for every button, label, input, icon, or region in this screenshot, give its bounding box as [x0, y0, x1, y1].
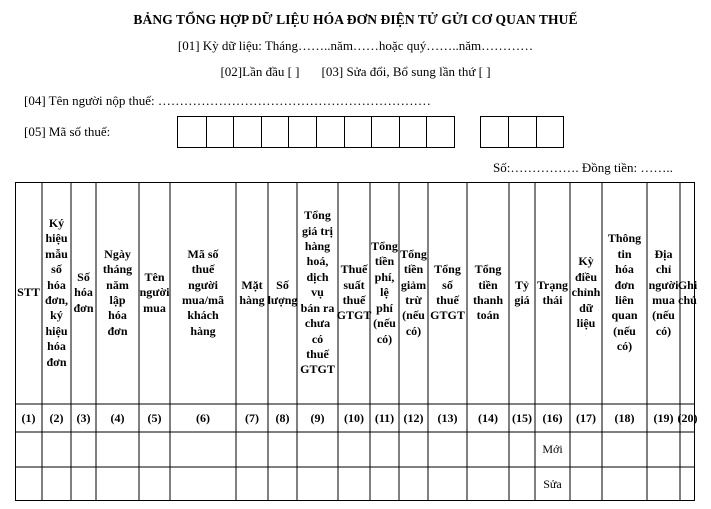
tax-code-box-divider: [233, 117, 234, 147]
tax-code-box-divider: [316, 117, 317, 147]
column-header-label: Thuế suất thuế GTGT: [336, 262, 372, 323]
column-number: (20): [677, 410, 698, 425]
column-header-label: Tổng tiền giảm trừ (nếu có): [400, 246, 427, 338]
column-header-label: STT: [17, 285, 40, 300]
column-number: (7): [245, 410, 259, 425]
column-number: (2): [49, 410, 64, 425]
number-currency-line: Số:……………. Đồng tiền: ……..: [493, 160, 673, 175]
taxpayer-name-line: [04] Tên người nộp thuế: ………………………………………………………: [24, 93, 431, 108]
column-number: (1): [21, 410, 36, 425]
column-header: [139, 182, 170, 404]
column-header: [170, 182, 236, 404]
form-title: BẢNG TỔNG HỢP DỮ LIỆU HÓA ĐƠN ĐIỆN TỬ GỬI CƠ QUAN THUẾ: [133, 12, 578, 27]
tax-code-box-divider: [426, 117, 427, 147]
column-header: [96, 182, 139, 404]
tax-code-box-divider: [261, 117, 262, 147]
column-header: [428, 182, 467, 404]
tax-code-box-divider: [399, 117, 400, 147]
column-header-label: Số lượng: [267, 277, 298, 307]
tax-code-boxes[interactable]: [177, 116, 455, 148]
column-number: (4): [110, 410, 125, 425]
column-header-label: Tỷ giá: [514, 277, 530, 307]
column-header-label: Ghi chú: [677, 277, 698, 307]
tax-code-box-divider: [206, 117, 207, 147]
column-header: [71, 182, 96, 404]
column-header: [297, 182, 338, 404]
column-header-label: Tổng giá trị hàng hoá, dịch vụ bán ra chưa có thuế GTGT: [300, 208, 335, 377]
column-header-label: Tổng tiền phí, lệ phí (nếu có): [371, 239, 398, 346]
column-header: [338, 182, 370, 404]
tax-code-label: [05] Mã số thuế:: [24, 124, 111, 139]
column-number: (8): [275, 410, 290, 425]
submission-type-line: [0, 64, 711, 80]
column-header: [399, 182, 428, 404]
column-number: (10): [344, 410, 364, 425]
column-header: [268, 182, 297, 404]
column-number: (16): [542, 410, 563, 425]
column-number: (9): [310, 410, 325, 425]
column-number: (14): [478, 410, 498, 425]
column-header-label: Mặt hàng: [239, 277, 265, 307]
column-header-label: Trạng thái: [536, 277, 569, 307]
column-header: [602, 182, 647, 404]
column-header-label: Tên người mua: [139, 269, 170, 315]
column-number: (17): [576, 410, 596, 425]
tax-code-box-divider: [344, 117, 345, 147]
tax-code-box-divider: [371, 117, 372, 147]
column-number: (13): [437, 410, 458, 425]
branch-code-boxes[interactable]: [480, 116, 564, 148]
column-header: [236, 182, 268, 404]
tax-code-box-divider: [288, 117, 289, 147]
column-number: (11): [374, 410, 395, 425]
column-number: (5): [147, 410, 162, 425]
column-header: [677, 182, 698, 404]
column-header: [467, 182, 509, 404]
column-header-label: Mã số thuế người mua/mã khách hàng: [182, 246, 224, 338]
column-header-label: Tổng số thuế GTGT: [430, 262, 465, 323]
column-number: (18): [614, 410, 635, 425]
column-header-label: Ngày tháng năm lập hóa đơn: [102, 246, 133, 338]
tax-code-box-divider: [536, 117, 537, 147]
column-header-label: Kỳ điều chỉnh dữ liệu: [571, 254, 601, 331]
status-cell: Mới: [542, 442, 563, 456]
column-header-label: Thông tin hóa đơn liên quan (nếu có): [607, 231, 642, 354]
column-number: (15): [512, 410, 532, 425]
column-header: [42, 182, 71, 404]
column-header-label: Địa chỉ người mua (nếu có): [648, 246, 679, 338]
column-number: (19): [653, 410, 674, 425]
column-header: [15, 182, 42, 404]
column-header: [535, 182, 570, 404]
tax-code-box-divider: [508, 117, 509, 147]
data-period-line: [01] Kỳ dữ liệu: Tháng……..năm……hoặc quý……..năm…………: [177, 38, 534, 53]
column-header-label: Ký hiệu mẫu số hóa đơn, ký hiệu hóa đơn: [45, 215, 68, 369]
column-number: (6): [196, 410, 210, 425]
column-header: [570, 182, 602, 404]
amendment-field: [03] Sửa đổi, Bổ sung lần thứ [ ]: [321, 64, 491, 79]
status-cell: Sửa: [543, 476, 562, 491]
column-header-label: Số hóa đơn: [73, 269, 94, 315]
column-number: (12): [403, 410, 424, 425]
column-header-label: Tổng tiền thanh toán: [472, 262, 504, 323]
first-time-field: [02]Lần đầu [ ]: [220, 64, 300, 79]
column-header: [370, 182, 399, 404]
column-number: (3): [76, 410, 91, 425]
column-header: [509, 182, 535, 404]
invoice-summary-table: [15, 182, 698, 501]
column-header: [647, 182, 680, 404]
